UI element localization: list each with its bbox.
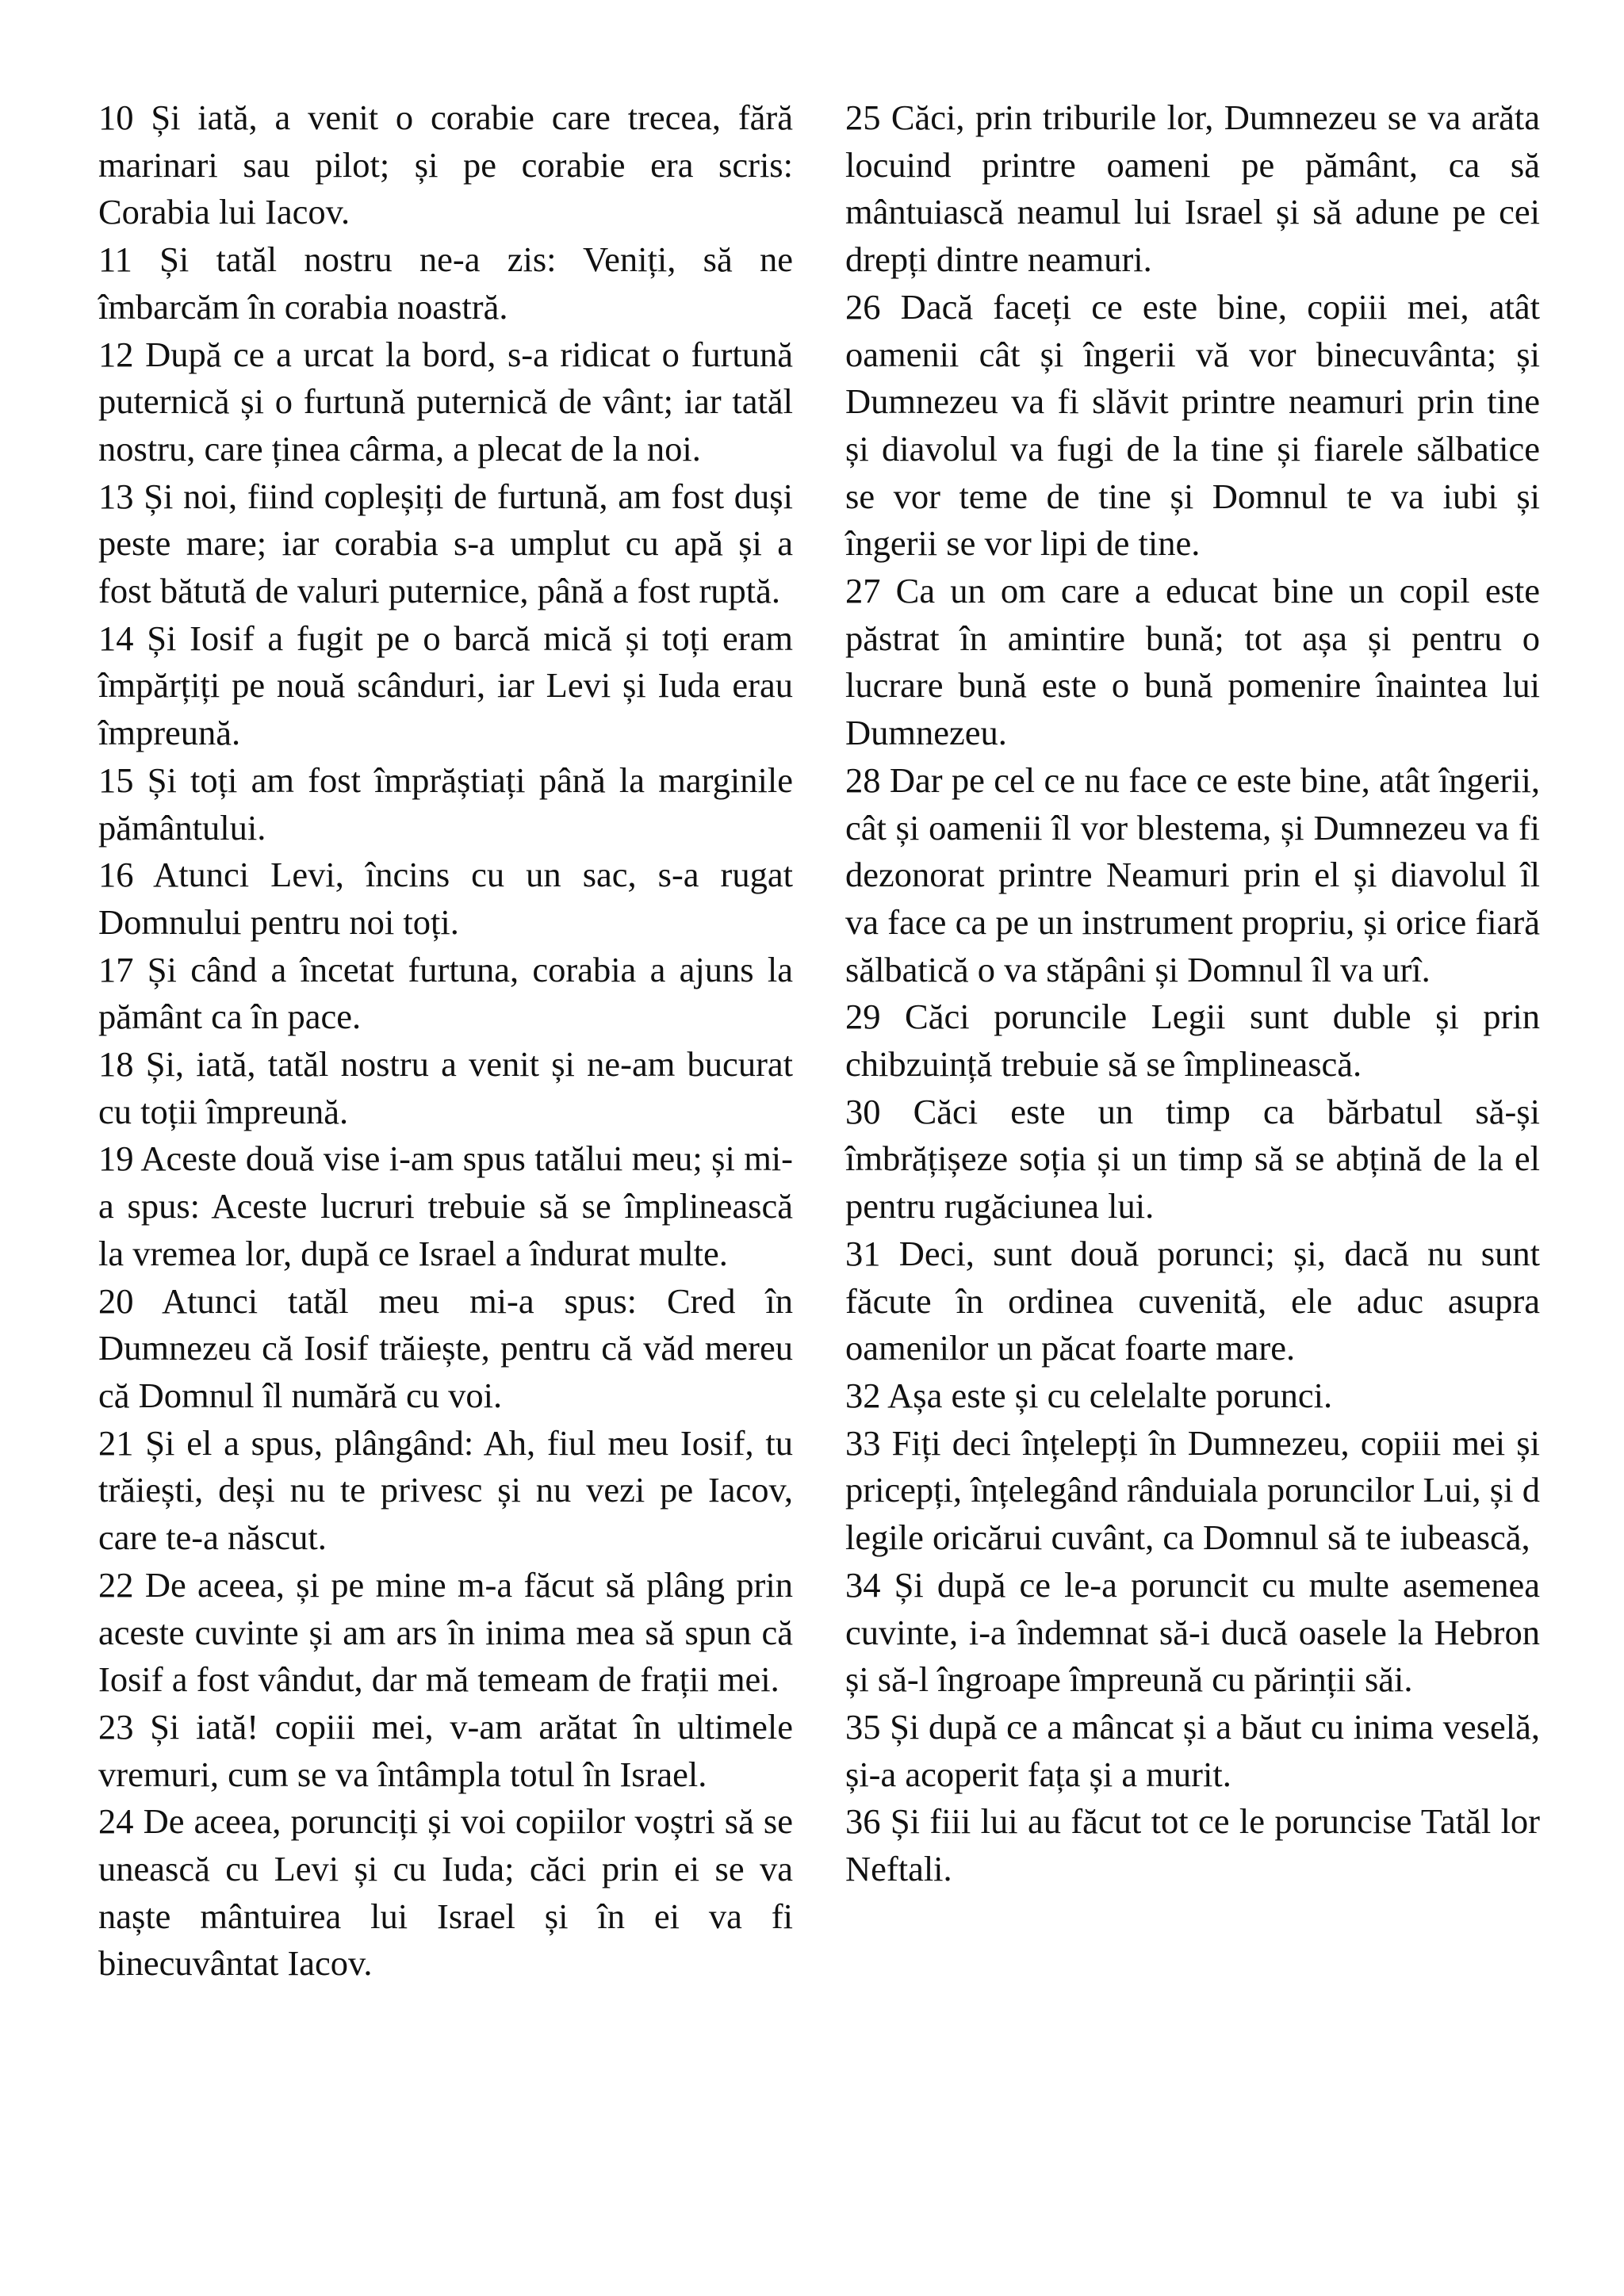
verse-18: 18 Și, iată, tatăl nostru a venit și ne-am bucurat cu toții împreună. (98, 1044, 793, 1131)
verse-20: 20 Atunci tatăl meu mi-a spus: Cred în Dumnezeu că Iosif trăiește, pentru că văd mereu că Domnul îl numără cu voi. (98, 1280, 793, 1415)
verse-23: 23 Și iată! copiii mei, v-am arătat în ultimele vremuri, cum se va întâmpla totul în Israel. (98, 1706, 793, 1794)
verse-13: 13 Și noi, fiind copleșiți de furtună, am fost duși peste mare; iar corabia s-a umplut cu apă și a fost bătută de valuri puternice, până a fost ruptă. (98, 476, 793, 611)
right-text-column (845, 94, 1540, 1893)
verse-17: 17 Și când a încetat furtuna, corabia a ajuns la pământ ca în pace. (98, 949, 793, 1037)
verse-25: 25 Căci, prin triburile lor, Dumnezeu se va arăta locuind printre oameni pe pământ, ca să mântuiască neamul lui Israel și să adune pe cei drepți dintre neamuri. (845, 98, 1540, 280)
verse-12: 12 După ce a urcat la bord, s-a ridicat o furtună puternică și o furtună puternică de vânt; iar tatăl nostru, care ținea cârma, a plecat de la noi. (98, 334, 793, 469)
verse-33: 33 Fiți deci înțelepți în Dumnezeu, copiii mei și pricepți, înțelegând rânduiala poruncilor Lui, și d legile oricărui cuvânt, ca Domnul să te iubească, (845, 1422, 1540, 1558)
verse-35: 35 Și după ce a mâncat și a băut cu inima veselă, și-a acoperit fața și a murit. (845, 1706, 1540, 1794)
verse-10: 10 Și iată, a venit o corabie care trecea, fără marinari sau pilot; și pe corabie era scris: Corabia lui Iacov. (98, 98, 793, 232)
verse-26: 26 Dacă faceți ce este bine, copiii mei, atât oamenii cât și îngerii vă vor binecuvânta; și Dumnezeu va fi slăvit printre neamuri prin tine și diavolul va fugi de la tine și fiarele sălbatice se vor teme de tine și Domnul te va iubi și îngerii se vor lipi de tine. (845, 286, 1540, 564)
verse-31: 31 Deci, sunt două porunci; și, dacă nu sunt făcute în ordinea cuvenită, ele aduc asupra oamenilor un păcat foarte mare. (845, 1233, 1540, 1368)
verse-22: 22 De aceea, și pe mine m-a făcut să plâng prin aceste cuvinte și am ars în inima mea să spun că Iosif a fost vândut, dar mă temeam de frații mei. (98, 1564, 793, 1700)
left-text-column (98, 94, 793, 1988)
verse-27: 27 Ca un om care a educat bine un copil este păstrat în amintire bună; tot așa și pentru o lucrare bună este o bună pomenire înaintea lui Dumnezeu. (845, 571, 1540, 753)
verse-11: 11 Și tatăl nostru ne-a zis: Veniți, să ne îmbarcăm în corabia noastră. (98, 239, 793, 327)
verse-28: 28 Dar pe cel ce nu face ce este bine, atât îngerii, cât și oamenii îl vor blestema, și Dumnezeu va fi dezonorat printre Neamuri prin el și diavolul îl va face ca pe un instrument propriu, și orice fiară sălbatică o va stăpâni și Domnul îl va urî. (845, 760, 1540, 989)
verse-24: 24 De aceea, porunciți și voi copiilor voștri să se unească cu Levi și cu Iuda; căci prin ei se va naște mântuirea lui Israel și în ei va fi binecuvântat Iacov. (98, 1801, 793, 1984)
verse-19: 19 Aceste două vise i-am spus tatălui meu; și mi-a spus: Aceste lucruri trebuie să se împlinească la vremea lor, după ce Israel a îndurat multe. (98, 1138, 793, 1273)
verse-15: 15 Și toți am fost împrăștiați până la marginile pământului. (98, 760, 793, 848)
verse-34: 34 Și după ce le-a poruncit cu multe asemenea cuvinte, i-a îndemnat să-i ducă oasele la Hebron și să-l îngroape împreună cu părinții săi. (845, 1564, 1540, 1700)
verse-32: 32 Așa este și cu celelalte porunci. (845, 1375, 1333, 1415)
verse-14: 14 Și Iosif a fugit pe o barcă mică și toți eram împărțiți pe nouă scânduri, iar Levi și Iuda erau împreună. (98, 618, 793, 753)
verse-29: 29 Căci poruncile Legii sunt duble și prin chibzuință trebuie să se împlinească. (845, 997, 1540, 1085)
verse-16: 16 Atunci Levi, încins cu un sac, s-a rugat Domnului pentru noi toți. (98, 855, 793, 942)
verse-21: 21 Și el a spus, plângând: Ah, fiul meu Iosif, tu trăiești, deși nu te privesc și nu vezi pe Iacov, care te-a născut. (98, 1422, 793, 1558)
verse-36: 36 Și fiii lui au făcut tot ce le poruncise Tatăl lor Neftali. (845, 1801, 1540, 1889)
verse-30: 30 Căci este un timp ca bărbatul să-și îmbrățișeze soția și un timp să se abțină de la el pentru rugăciunea lui. (845, 1091, 1540, 1226)
